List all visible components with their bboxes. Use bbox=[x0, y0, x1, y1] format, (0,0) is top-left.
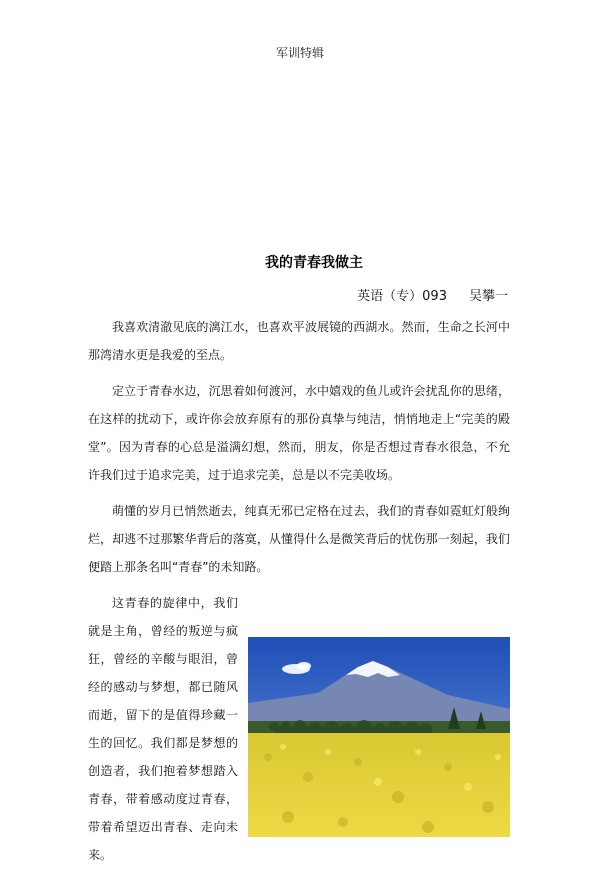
paragraph-1: 我喜欢清澈见底的漓江水，也喜欢平波展镜的西湖水。然而，生命之长河中那湾清水更是我爱的至点。 bbox=[88, 320, 510, 362]
mountain-flower-field-photo bbox=[248, 637, 510, 837]
byline bbox=[357, 285, 508, 304]
byline-author: 吴攀一 bbox=[468, 289, 508, 304]
article-body bbox=[88, 313, 510, 869]
paragraph-3: 萌懂的岁月已悄然逝去，纯真无邪已定格在过去，我们的青春如霓虹灯般绚烂，却逃不过那繁华背后的落寞，从懂得什么是微笑背后的忧伤那一刻起，我们便踏上那条名叫“青春”的未知路。 bbox=[88, 504, 510, 574]
byline-class: 英语（专）093 bbox=[357, 289, 447, 304]
article-title: 我的青春我做主 bbox=[265, 255, 363, 271]
paragraph-2: 定立于青春水边，沉思着如何渡河，水中嬉戏的鱼儿或许会扰乱你的思绪，在这样的扰动下，或许你会放弃原有的那份真挚与纯洁，悄悄地走上“完美的殿堂”。因为青春的心总是溢满幻想，然而，朋友，你是否想过青春水很急，不允许我们过于追求完美，过于追求完美，总是以不完美收场。 bbox=[88, 384, 510, 482]
paragraph-4: 这青春的旋律中，我们就是主角，曾经的叛逆与疯狂，曾经的辛酸与眼泪，曾经的感动与梦想，都已随风而逝，留下的是值得珍藏一生的回忆。我们都是梦想的创造者，我们抱着梦想踏入青春，带着感动度过青春，带着希望迈出青春、走向未来。 bbox=[88, 596, 238, 862]
page-header: 军训特辑 bbox=[275, 46, 324, 60]
